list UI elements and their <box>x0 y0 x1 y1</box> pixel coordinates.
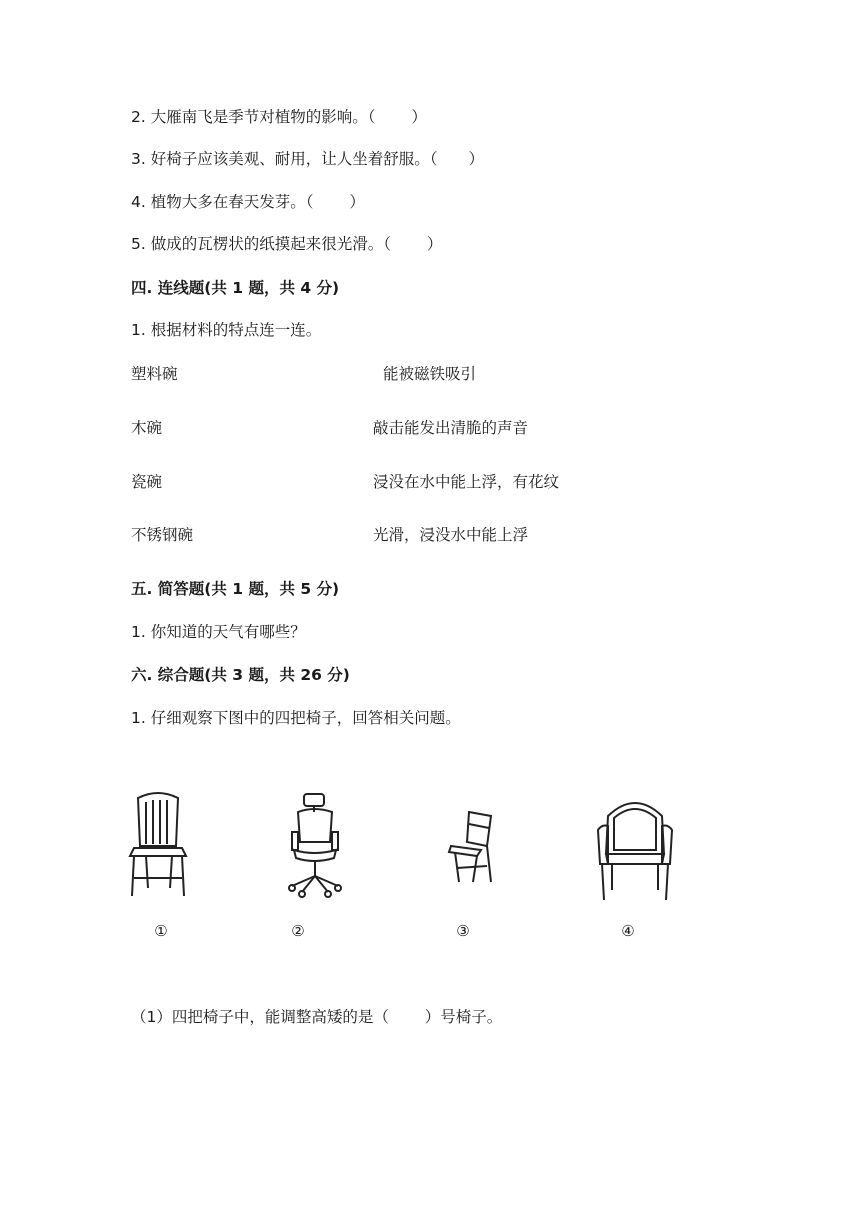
matching-left-1: 塑料碗 <box>131 365 178 383</box>
section-title-comprehensive: 六. 综合题(共 3 题，共 26 分) <box>131 666 350 684</box>
matching-right-4: 光滑，浸没水中能上浮 <box>373 526 529 544</box>
matching-question: 1. 根据材料的特点连一连。 <box>131 321 322 339</box>
matching-right-1: 能被磁铁吸引 <box>383 365 477 383</box>
judgement-item-4: 4. 植物大多在春天发芽。（ ） <box>131 193 365 211</box>
plastic-chair-image <box>594 794 676 904</box>
matching-left-2: 木碗 <box>131 419 163 437</box>
matching-left-4: 不锈钢碗 <box>131 526 194 544</box>
chair-label-4: ④ <box>621 922 635 940</box>
matching-left-3: 瓷碗 <box>131 473 163 491</box>
section-title-short-answer: 五. 简答题(共 1 题，共 5 分) <box>131 580 340 598</box>
wooden-chair-image <box>126 790 190 900</box>
chairs-figure <box>0 770 860 970</box>
matching-right-2: 敲击能发出清脆的声音 <box>373 419 529 437</box>
matching-right-3: 浸没在水中能上浮，有花纹 <box>373 473 560 491</box>
short-answer-question: 1. 你知道的天气有哪些？ <box>131 623 306 641</box>
section-title-matching: 四. 连线题(共 1 题，共 4 分) <box>131 279 340 297</box>
sub-question-1: （1）四把椅子中，能调整高矮的是（ ）号椅子。 <box>131 1008 503 1026</box>
chair-label-1: ① <box>154 922 168 940</box>
folding-chair-image <box>447 810 497 885</box>
judgement-item-5: 5. 做成的瓦楞状的纸摸起来很光滑。（ ） <box>131 235 443 253</box>
chair-label-3: ③ <box>456 922 470 940</box>
office-chair-image <box>286 792 346 898</box>
judgement-item-2: 2. 大雁南飞是季节对植物的影响。（ ） <box>131 108 427 126</box>
chair-label-2: ② <box>291 922 305 940</box>
comprehensive-question: 1. 仔细观察下图中的四把椅子，回答相关问题。 <box>131 709 461 727</box>
judgement-item-3: 3. 好椅子应该美观、耐用，让人坐着舒服。（ ） <box>131 150 484 168</box>
